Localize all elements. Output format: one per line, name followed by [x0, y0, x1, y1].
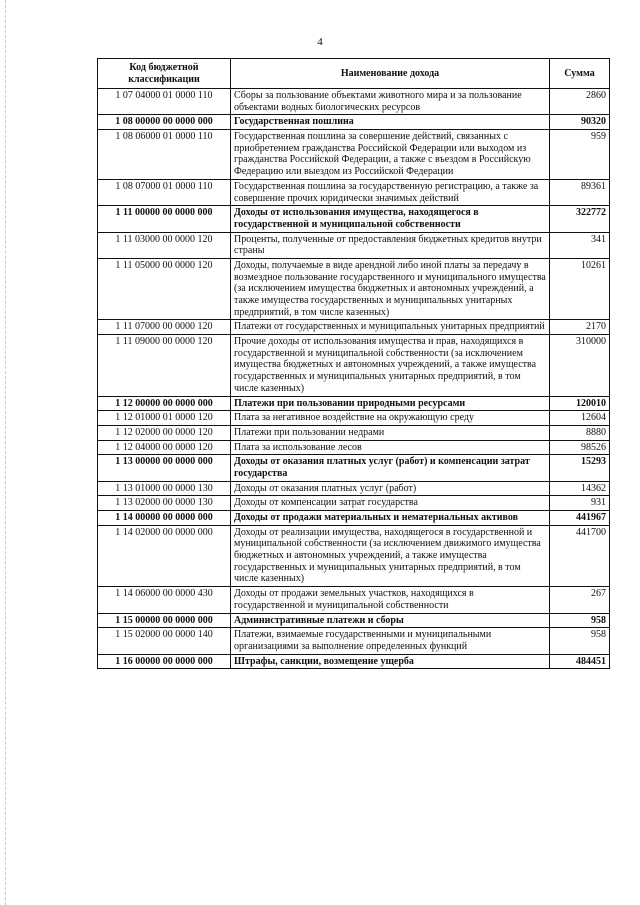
sum-cell: 958 — [550, 613, 610, 628]
name-cell: Сборы за пользование объектами животного мира и за пользование объектами водных биологических ресурсов — [231, 89, 550, 115]
table-row — [98, 232, 610, 258]
table-row-section — [98, 613, 610, 628]
table-row — [98, 481, 610, 496]
code-cell: 1 11 00000 00 0000 000 — [98, 206, 231, 232]
code-cell: 1 14 06000 00 0000 430 — [98, 587, 231, 613]
table-row — [98, 335, 610, 396]
sum-cell: 931 — [550, 496, 610, 511]
table-row — [98, 440, 610, 455]
name-cell: Платежи, взимаемые государственными и муниципальными организациями за выполнение определенных функций — [231, 628, 550, 654]
header-code: Код бюджетной классификации — [98, 59, 231, 89]
sum-cell: 959 — [550, 130, 610, 180]
table-row — [98, 628, 610, 654]
name-cell: Доходы от компенсации затрат государства — [231, 496, 550, 511]
sum-cell: 10261 — [550, 258, 610, 319]
table-row-section — [98, 511, 610, 526]
name-cell: Государственная пошлина за государственную регистрацию, а также за совершение прочих юридически значимых действий — [231, 179, 550, 205]
name-cell: Платежи от государственных и муниципальных унитарных предприятий — [231, 320, 550, 335]
code-cell: 1 13 02000 00 0000 130 — [98, 496, 231, 511]
sum-cell: 322772 — [550, 206, 610, 232]
sum-cell: 310000 — [550, 335, 610, 396]
code-cell: 1 13 01000 00 0000 130 — [98, 481, 231, 496]
name-cell: Доходы от продажи материальных и нематериальных активов — [231, 511, 550, 526]
sum-cell: 15293 — [550, 455, 610, 481]
name-cell: Платежи при пользовании недрами — [231, 425, 550, 440]
table-header-row — [98, 59, 610, 89]
name-cell: Доходы от оказания платных услуг (работ) и компенсации затрат государства — [231, 455, 550, 481]
sum-cell: 441967 — [550, 511, 610, 526]
sum-cell: 90320 — [550, 115, 610, 130]
table-row-section — [98, 396, 610, 411]
sum-cell: 2860 — [550, 89, 610, 115]
name-cell: Доходы, получаемые в виде арендной либо иной платы за передачу в возмездное пользование государственного и муниципального имущества (за исключением имущества бюджетных и автономных учреждений, а также имущества государственных и муниципальных унитарных предприятий, в том числе казенных) — [231, 258, 550, 319]
header-name: Наименование дохода — [231, 59, 550, 89]
name-cell: Платежи при пользовании природными ресурсами — [231, 396, 550, 411]
table-row — [98, 425, 610, 440]
header-sum: Сумма — [550, 59, 610, 89]
name-cell: Государственная пошлина за совершение действий, связанных с приобретением гражданства Российской Федерации или выходом из гражданства Российской Федерации, а также с въездом в Российскую Федерацию или выездом из Российской Федерации — [231, 130, 550, 180]
sum-cell: 958 — [550, 628, 610, 654]
name-cell: Административные платежи и сборы — [231, 613, 550, 628]
name-cell: Доходы от реализации имущества, находящегося в государственной и муниципальной собственности (за исключением движимого имущества бюджетных и автономных учреждений, а также имущества государственных и муниципальных унитарных предприятий, в том числе казенных) — [231, 525, 550, 586]
code-cell: 1 15 00000 00 0000 000 — [98, 613, 231, 628]
table-row — [98, 258, 610, 319]
name-cell: Проценты, полученные от предоставления бюджетных кредитов внутри страны — [231, 232, 550, 258]
name-cell: Штрафы, санкции, возмещение ущерба — [231, 654, 550, 669]
code-cell: 1 13 00000 00 0000 000 — [98, 455, 231, 481]
code-cell: 1 07 04000 01 0000 110 — [98, 89, 231, 115]
table-row-section — [98, 455, 610, 481]
table-row-section — [98, 115, 610, 130]
table-row — [98, 130, 610, 180]
code-cell: 1 15 02000 00 0000 140 — [98, 628, 231, 654]
sum-cell: 441700 — [550, 525, 610, 586]
sum-cell: 267 — [550, 587, 610, 613]
table-row-section — [98, 206, 610, 232]
name-cell: Государственная пошлина — [231, 115, 550, 130]
code-cell: 1 12 02000 00 0000 120 — [98, 425, 231, 440]
code-cell: 1 08 00000 00 0000 000 — [98, 115, 231, 130]
code-cell: 1 08 06000 01 0000 110 — [98, 130, 231, 180]
revenue-table — [97, 58, 610, 669]
code-cell: 1 11 07000 00 0000 120 — [98, 320, 231, 335]
code-cell: 1 12 00000 00 0000 000 — [98, 396, 231, 411]
name-cell: Доходы от оказания платных услуг (работ) — [231, 481, 550, 496]
code-cell: 1 11 09000 00 0000 120 — [98, 335, 231, 396]
name-cell: Доходы от использования имущества, находящегося в государственной и муниципальной собственности — [231, 206, 550, 232]
table-row — [98, 411, 610, 426]
code-cell: 1 12 04000 00 0000 120 — [98, 440, 231, 455]
name-cell: Прочие доходы от использования имущества и прав, находящихся в государственной и муниципальной собственности (за исключением имущества бюджетных и автономных учреждений, а также имущества государственных и муниципальных унитарных предприятий, в том числе казенных) — [231, 335, 550, 396]
sum-cell: 98526 — [550, 440, 610, 455]
table-body — [98, 89, 610, 669]
page-number: 4 — [317, 36, 323, 48]
code-cell: 1 12 01000 01 0000 120 — [98, 411, 231, 426]
code-cell: 1 11 03000 00 0000 120 — [98, 232, 231, 258]
name-cell: Доходы от продажи земельных участков, находящихся в государственной и муниципальной собственности — [231, 587, 550, 613]
table-row — [98, 496, 610, 511]
sum-cell: 89361 — [550, 179, 610, 205]
sum-cell: 484451 — [550, 654, 610, 669]
sum-cell: 341 — [550, 232, 610, 258]
name-cell: Плата за негативное воздействие на окружающую среду — [231, 411, 550, 426]
sum-cell: 8880 — [550, 425, 610, 440]
table-row-section — [98, 654, 610, 669]
code-cell: 1 14 00000 00 0000 000 — [98, 511, 231, 526]
table-row — [98, 587, 610, 613]
page-edge-line — [5, 0, 6, 905]
code-cell: 1 16 00000 00 0000 000 — [98, 654, 231, 669]
table-row — [98, 179, 610, 205]
sum-cell: 120010 — [550, 396, 610, 411]
name-cell: Плата за использование лесов — [231, 440, 550, 455]
code-cell: 1 14 02000 00 0000 000 — [98, 525, 231, 586]
sum-cell: 12604 — [550, 411, 610, 426]
sum-cell: 14362 — [550, 481, 610, 496]
sum-cell: 2170 — [550, 320, 610, 335]
code-cell: 1 11 05000 00 0000 120 — [98, 258, 231, 319]
code-cell: 1 08 07000 01 0000 110 — [98, 179, 231, 205]
table-row — [98, 320, 610, 335]
table-row — [98, 89, 610, 115]
table-row — [98, 525, 610, 586]
